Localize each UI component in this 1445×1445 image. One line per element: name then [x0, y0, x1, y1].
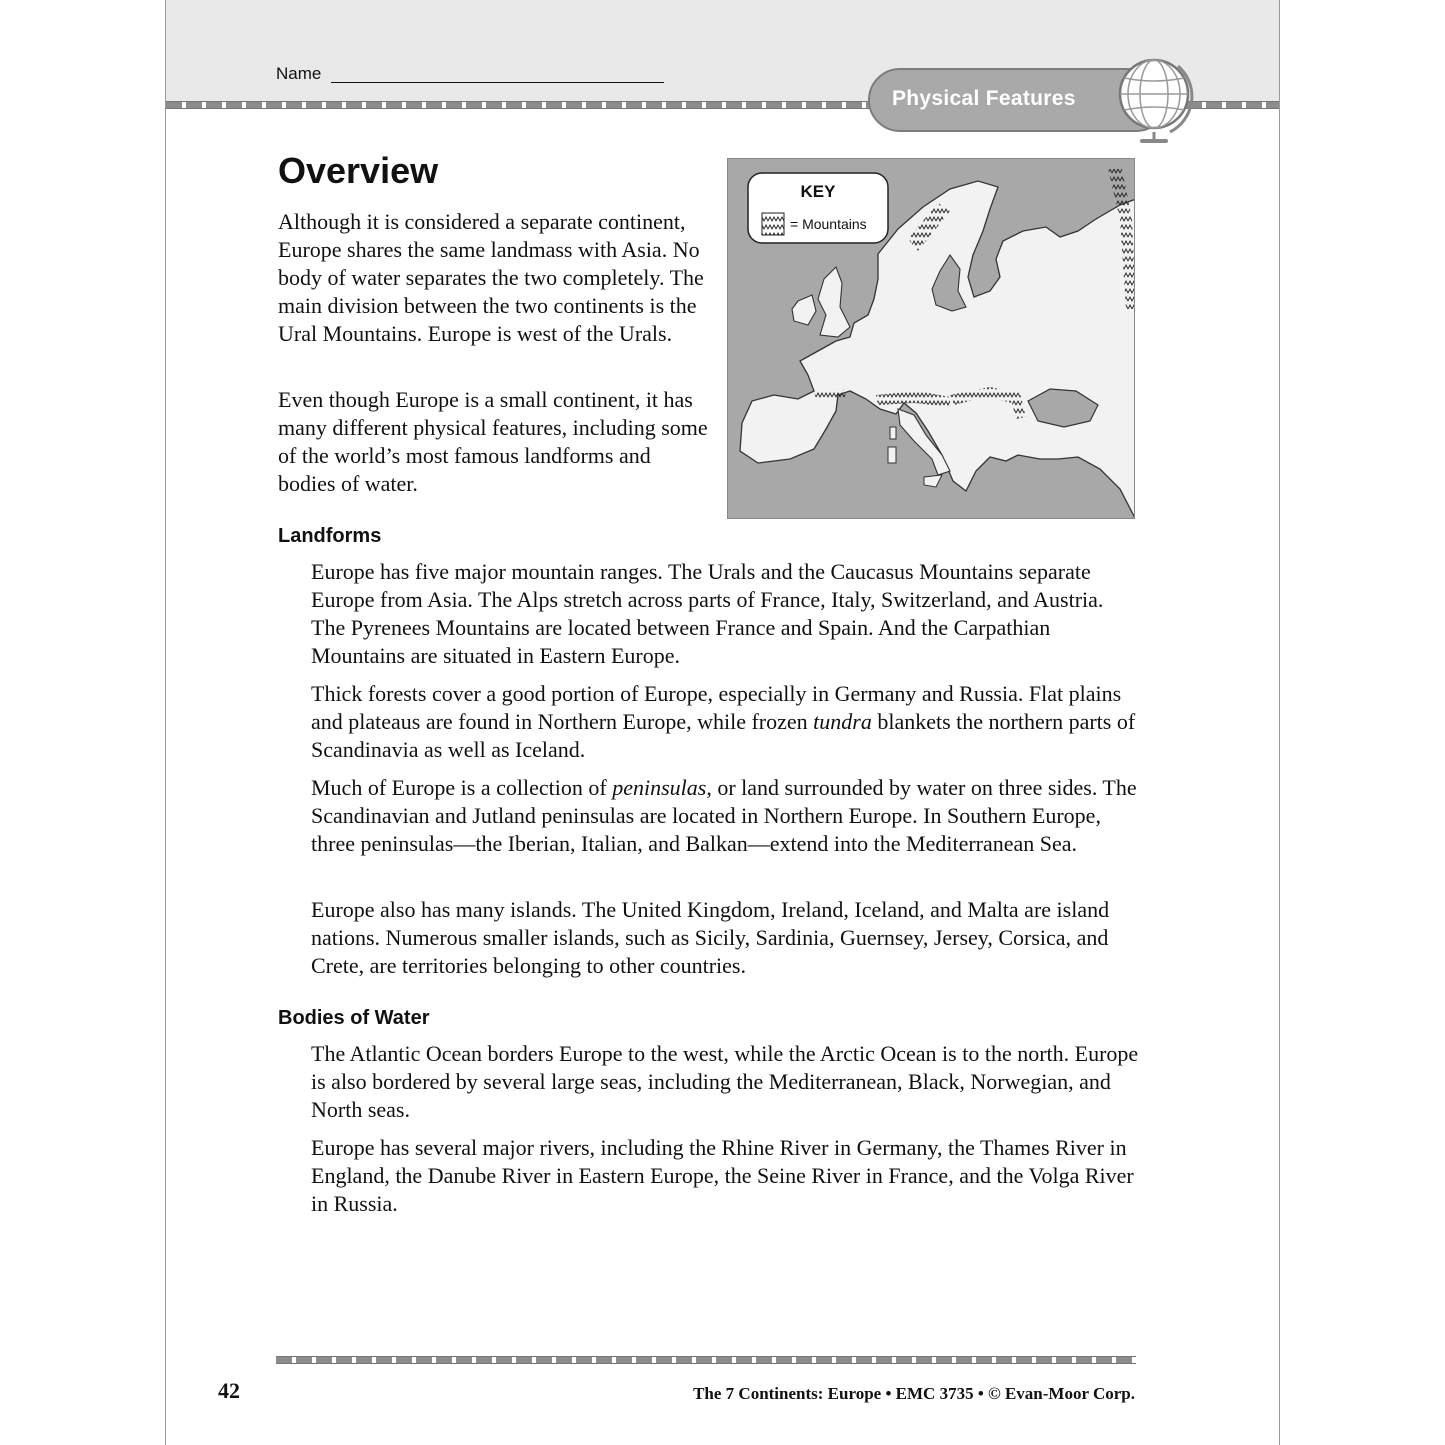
water-paragraph-1: The Atlantic Ocean borders Europe to the west, while the Arctic Ocean is to the north. Europe is also bordered by several large seas, including the Mediterranean, Black, Norwegian, and North seas. — [311, 1041, 1139, 1122]
mountains-swatch — [762, 213, 784, 235]
badge-label: Physical Features — [892, 87, 1076, 110]
water-heading: Bodies of Water — [278, 1007, 430, 1029]
landforms-p2-term: tundra — [813, 709, 872, 734]
landforms-heading: Landforms — [278, 525, 382, 547]
sardinia — [888, 447, 896, 463]
landforms-p3-text-b: , or land surrounded by water on three sides. The Scandinavian and Jutland peninsulas are located in Northern Europe. In Southern Europe, three peninsulas—the Iberian, Italian, and Balkan—extend into the Mediterranean Sea. — [311, 775, 1137, 856]
landforms-p3-text-a: Much of Europe is a collection of — [311, 775, 613, 800]
map-key-title: KEY — [800, 182, 836, 201]
page-title: Overview — [278, 150, 439, 191]
landforms-p2-text-a: Thick forests cover a good portion of Europe, especially in Germany and Russia. Flat plains and plateaus are found in Northern Europe, while frozen — [311, 681, 1122, 734]
europe-map-drawing — [728, 159, 1135, 519]
landforms-paragraph-3 — [311, 774, 1141, 858]
europe-map — [727, 158, 1135, 519]
name-line — [331, 82, 664, 83]
landforms-p2-text-b: blankets the northern parts of Scandinavia as well as Iceland. — [311, 709, 1136, 762]
page-number: 42 — [218, 1378, 240, 1403]
overview-paragraph-1: Although it is considered a separate continent, Europe shares the same landmass with Asia. No body of water separates the two completely. The main division between the two continents is the Ural Mountains. Europe is west of the Urals. — [278, 209, 704, 346]
map-key-item: = Mountains — [790, 216, 867, 232]
landforms-p3-term: peninsulas — [612, 775, 707, 800]
footer-credit: The 7 Continents: Europe • EMC 3735 • © Evan-Moor Corp. — [693, 1384, 1135, 1403]
globe-icon — [1114, 56, 1200, 146]
water-paragraph-2: Europe has several major rivers, including the Rhine River in Germany, the Thames River in England, the Danube River in Eastern Europe, the Seine River in France, and the Volga River in Russia. — [311, 1135, 1134, 1216]
worksheet-page — [165, 0, 1280, 1445]
landforms-paragraph-2 — [311, 680, 1141, 764]
corsica — [890, 427, 896, 439]
name-label: Name — [276, 64, 322, 83]
overview-paragraph-2: Even though Europe is a small continent, it has many different physical features, including some of the world’s most famous landforms and bodies of water. — [278, 387, 708, 496]
landforms-paragraph-4: Europe also has many islands. The United Kingdom, Ireland, Iceland, and Malta are island nations. Numerous smaller islands, such as Sicily, Sardinia, Guernsey, Jersey, Corsica, and Crete, are territories belonging to other countries. — [311, 897, 1110, 978]
footer-divider — [276, 1356, 1136, 1364]
landforms-paragraph-1: Europe has five major mountain ranges. The Urals and the Caucasus Mountains separate Europe from Asia. The Alps stretch across parts of France, Italy, Switzerland, and Austria. The Pyrenees Mountains are located between France and Spain. And the Carpathian Mountains are situated in Eastern Europe. — [311, 559, 1104, 668]
